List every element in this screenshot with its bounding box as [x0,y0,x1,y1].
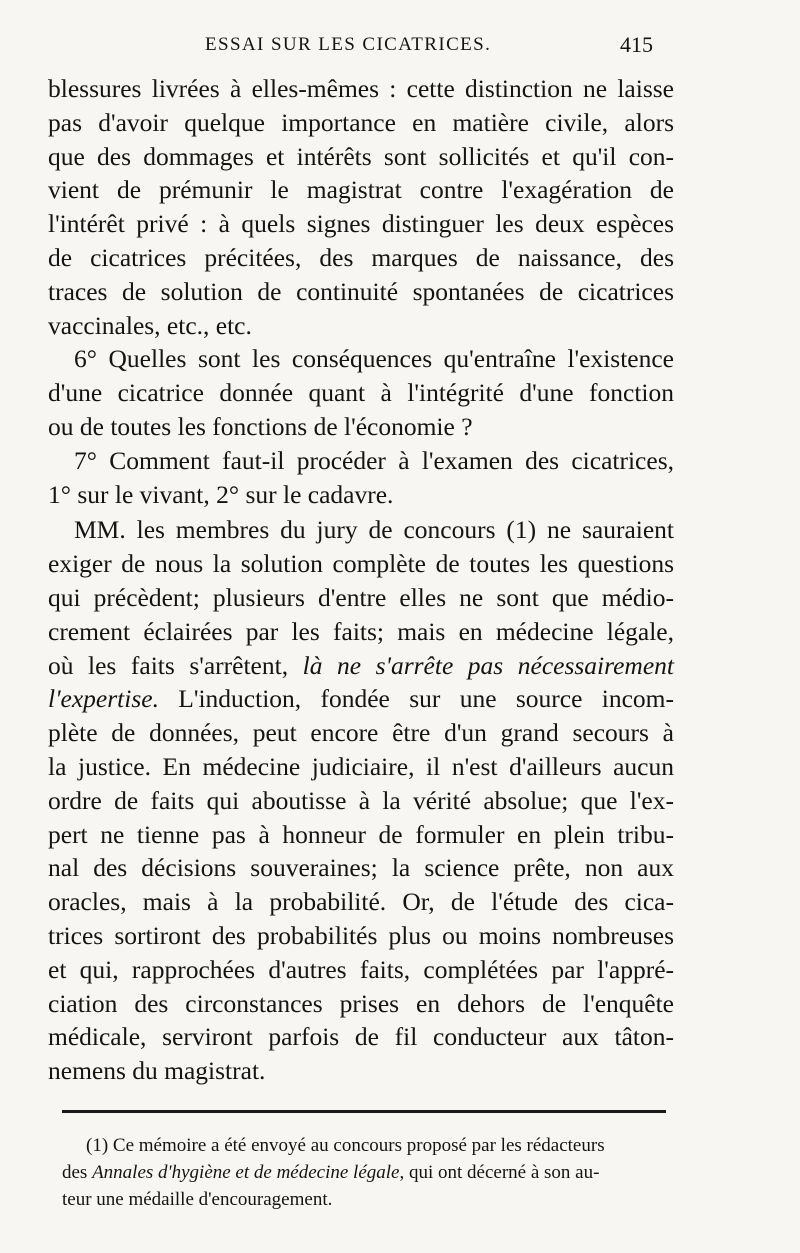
text-line: exiger de nous la solution complète de toutes les questions [48,549,674,579]
text-line: 7° Comment faut-il procéder à l'examen des cicatrices, [74,445,674,475]
text-line: traces de solution de continuité spontanées de cicatrices [48,276,674,306]
text-line: l'intérêt privé : à quels signes distinguer les deux espèces [48,209,674,239]
text-line: ordre de faits qui aboutisse à la vérité absolue; que l'ex- [48,785,674,815]
text-segment: des [62,1162,93,1183]
text-line [48,682,674,716]
text-line [48,649,674,683]
text-segment: L'induction, fondée sur une source incom- [158,684,674,714]
text-line: de cicatrices précitées, des marques de naissance, des [48,242,674,272]
text-segment: , qui ont décerné à son au- [399,1162,600,1183]
body-text [48,72,674,1088]
text-segment: où les faits s'arrêtent, [48,650,303,680]
text-line: 6° Quelles sont les conséquences qu'entraîne l'existence [74,344,674,374]
text-line: pert ne tienne pas à honneur de formuler en plein tribu- [48,819,674,849]
text-line: 1° sur le vivant, 2° sur le cadavre. [48,479,394,509]
text-line: MM. les membres du jury de concours (1) ne sauraient [74,515,674,545]
text-line: que des dommages et intérêts sont sollicités et qu'il con- [48,141,674,171]
footnote [62,1132,674,1213]
running-title: ESSAI SUR LES CICATRICES. [205,34,492,55]
footnote-line [62,1159,674,1186]
text-line: ciation des circonstances prises en dehors de l'enquête [48,988,674,1018]
text-line: et qui, rapprochées d'autres faits, complétées par l'appré- [48,954,674,984]
text-line: la justice. En médecine judiciaire, il n'est d'ailleurs aucun [48,751,674,781]
text-line: ou de toutes les fonctions de l'économie ? [48,411,473,441]
text-line: pas d'avoir quelque importance en matière civile, alors [48,107,674,137]
text-line: nemens du magistrat. [48,1056,266,1086]
italic-word: l'expertise. [48,684,159,714]
text-line: vaccinales, etc., etc. [48,310,252,340]
journal-title: Annales d'hygiène et de médecine légale [92,1162,400,1183]
text-line: oracles, mais à la probabilité. Or, de l'étude des cica- [48,887,674,917]
footnote-line: (1) Ce mémoire a été envoyé au concours proposé par les rédacteurs [86,1135,605,1156]
italic-phrase: là ne s'arrête pas nécessairement [302,650,674,680]
text-line: crement éclairées par les faits; mais en médecine légale, [48,616,674,646]
text-line: trices sortiront des probabilités plus ou moins nombreuses [48,920,674,950]
page-number: 415 [620,32,653,57]
footnote-line: teur une médaille d'encouragement. [62,1189,333,1210]
page-header [0,30,800,66]
text-line: d'une cicatrice donnée quant à l'intégrité d'une fonction [48,378,674,408]
text-line: nal des décisions souveraines; la science prête, non aux [48,853,674,883]
text-line: plète de données, peut encore être d'un grand secours à [48,718,674,748]
text-line: médicale, serviront parfois de fil conducteur aux tâton- [48,1022,674,1052]
footnote-separator-rule [62,1110,666,1113]
text-line: blessures livrées à elles-mêmes : cette distinction ne laisse [48,74,674,103]
text-line: vient de prémunir le magistrat contre l'exagération de [48,175,674,205]
text-line: qui précèdent; plusieurs d'entre elles ne sont que médio- [48,582,674,612]
